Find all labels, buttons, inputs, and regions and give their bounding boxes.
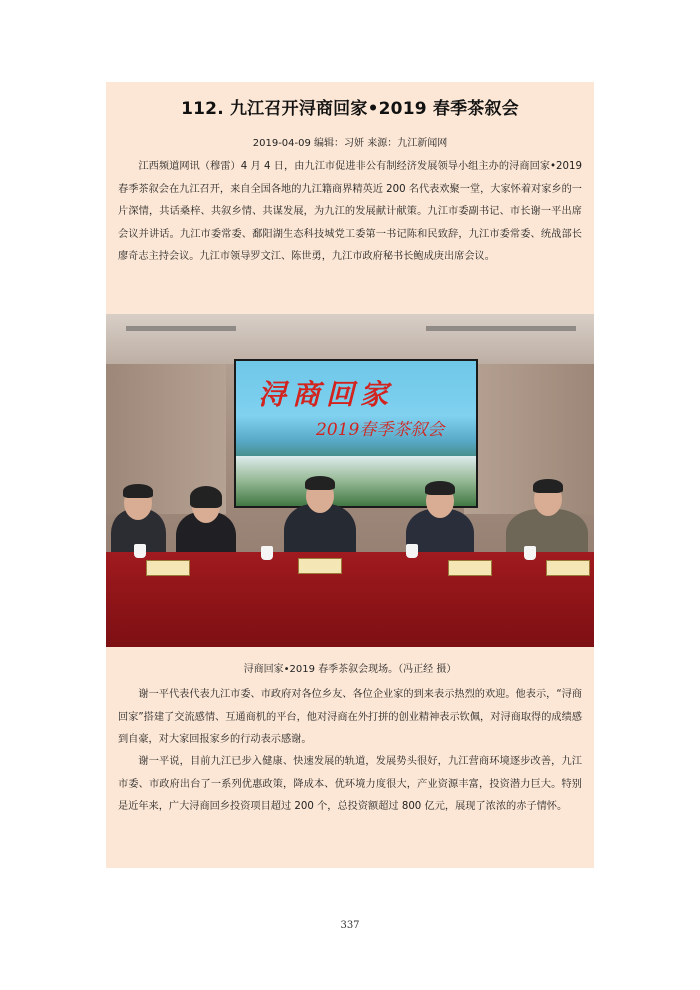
page-number: 337 [340, 920, 360, 931]
tea-cup [134, 544, 146, 558]
wall-panel-right [464, 364, 594, 514]
name-card [298, 558, 342, 574]
attendee-hair [190, 486, 222, 508]
tea-cup [524, 546, 536, 560]
article-panel [106, 82, 594, 868]
ceiling [106, 314, 594, 364]
article-title: 112. 九江召开浔商回家•2019 春季茶叙会 [181, 99, 519, 119]
attendee-hair [123, 484, 153, 498]
ceiling-vent [126, 326, 236, 331]
attendee-hair [425, 481, 455, 495]
article-meta: 2019-04-09 编辑：习妍 来源：九江新闻网 [252, 138, 448, 149]
event-photo [106, 314, 594, 647]
screen-subtitle: 2019春季茶叙会 [316, 420, 445, 440]
name-card [546, 560, 590, 576]
paragraph-2: 谢一平代表代表九江市委、市政府对各位乡友、各位企业家的到来表示热烈的欢迎。他表示，“浔商回家”搭建了交流感情、互通商机的平台，他对浔商在外打拼的创业精神表示钦佩，对浔商取得的成绩感到自豪，对大家回报家乡的行动表示感谢。 [118, 689, 582, 745]
attendee-hair [533, 479, 563, 493]
photo-caption: 浔商回家•2019 春季茶叙会现场。（冯正经 摄） [243, 664, 457, 675]
tea-cup [261, 546, 273, 560]
speaker-hair [305, 476, 335, 490]
paragraph-3: 谢一平说，目前九江已步入健康、快速发展的轨道，发展势头很好，九江营商环境逐步改善，九江市委、市政府出台了一系列优惠政策，降成本、优环境力度很大，产业资源丰富，投资潜力巨大。特别是近年来，广大浔商回乡投资项目超过 200 个，总投资额超过 800 亿元，展现了浓浓的赤子情怀。 [118, 756, 582, 812]
paragraph-1: 江西频道网讯（穆雷）4 月 4 日，由九江市促进非公有制经济发展领导小组主办的浔商回家•2019 春季茶叙会在九江召开，来自全国各地的九江籍商界精英近 200 名代表欢聚一堂，大家怀着对家乡的一片深情，共话桑梓、共叙乡情、共谋发展，为九江的发展献计献策。九江市委副书记、市长谢一平出席会议并讲话。九江市委常委、鄱阳湖生态科技城党工委第一书记陈和民致辞，九江市委常委、统战部长廖奇志主持会议。九江市领导罗文江、陈世勇，九江市政府秘书长鲍成庚出席会议。 [118, 161, 582, 262]
tea-cup [406, 544, 418, 558]
ceiling-vent [426, 326, 576, 331]
screen-title: 浔商回家 [258, 378, 395, 411]
name-card [146, 560, 190, 576]
name-card [448, 560, 492, 576]
